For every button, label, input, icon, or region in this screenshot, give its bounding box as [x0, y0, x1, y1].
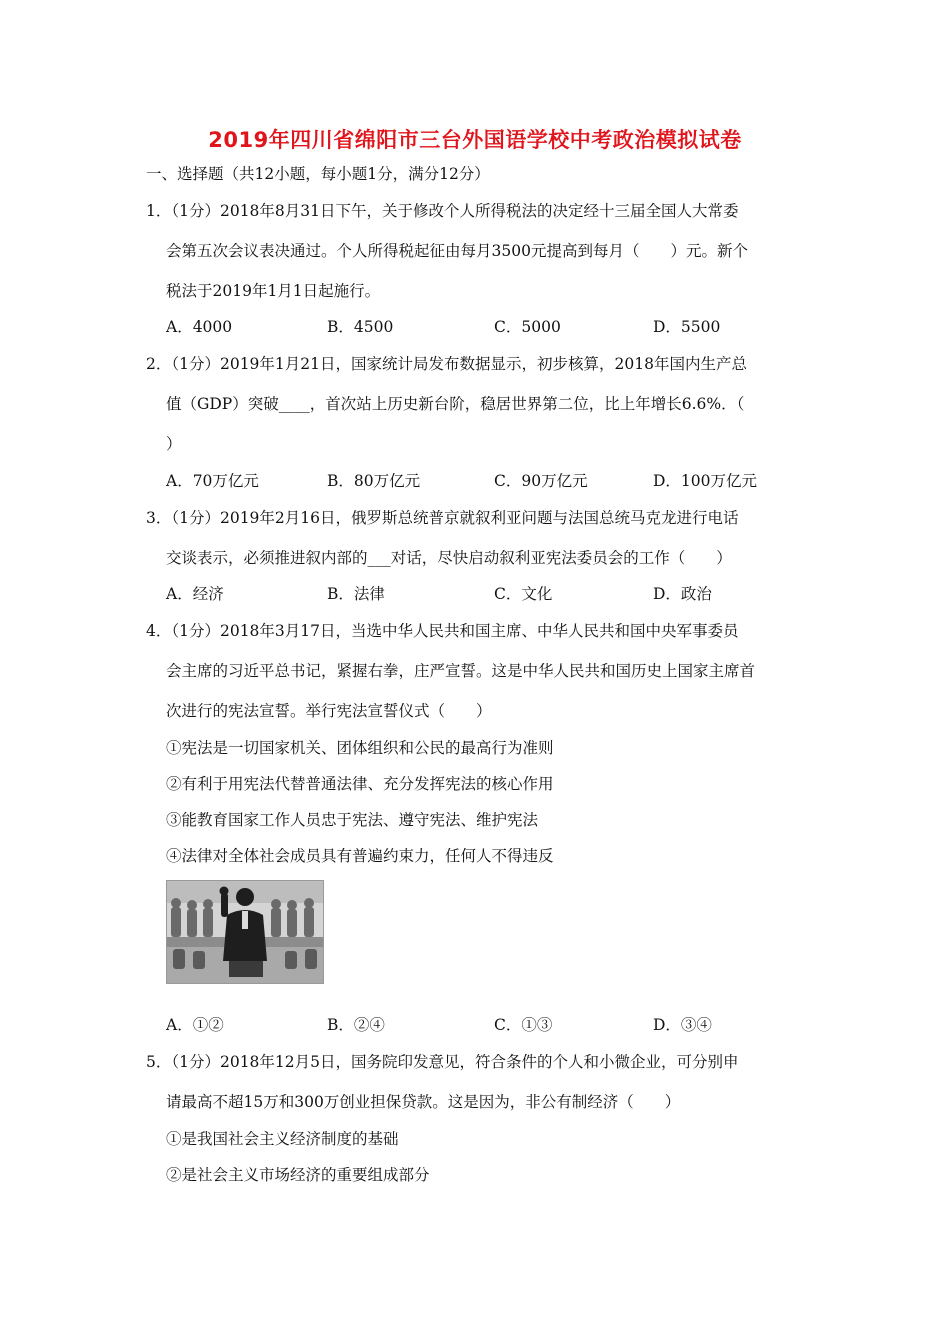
option-d: D．5500 — [653, 318, 721, 336]
option-a: A．经济 — [166, 585, 224, 603]
statement-3: ③能教育国家工作人员忠于宪法、遵守宪法、维护宪法 — [166, 811, 539, 829]
statement-2: ②是社会主义市场经济的重要组成部分 — [166, 1166, 430, 1184]
question-3-line-1: 3．（1分）2019年2月16日，俄罗斯总统普京就叙利亚问题与法国总统马克龙进行电话 — [146, 509, 739, 527]
question-4-line-1: 4．（1分）2018年3月17日，当选中华人民共和国主席、中华人民共和国中央军事委员 — [146, 622, 739, 640]
option-a: A．70万亿元 — [166, 472, 259, 490]
option-b: B．4500 — [327, 318, 394, 336]
question-1-line-1: 1．（1分）2018年8月31日下午，关于修改个人所得税法的决定经十三届全国人大常委 — [146, 202, 739, 220]
question-3-line-2: 交谈表示，必须推进叙内部的___对话，尽快启动叙利亚宪法委员会的工作（ ） — [166, 549, 732, 567]
statement-4: ④法律对全体社会成员具有普遍约束力，任何人不得违反 — [166, 847, 554, 865]
question-1-line-3: 税法于2019年1月1日起施行。 — [166, 282, 381, 300]
question-2-line-2: 值（GDP）突破____，首次站上历史新台阶，稳居世界第二位，比上年增长6.6%．（ — [166, 395, 745, 413]
option-b: B．法律 — [327, 585, 385, 603]
document-title: 2019年四川省绵阳市三台外国语学校中考政治模拟试卷 — [208, 128, 742, 152]
option-c: C．文化 — [494, 585, 553, 603]
option-c: C．①③ — [494, 1016, 553, 1034]
option-b: B．80万亿元 — [327, 472, 421, 490]
statement-2: ②有利于用宪法代替普通法律、充分发挥宪法的核心作用 — [166, 775, 554, 793]
question-2-line-1: 2．（1分）2019年1月21日，国家统计局发布数据显示，初步核算，2018年国内生产总 — [146, 355, 747, 373]
option-c: C．90万亿元 — [494, 472, 588, 490]
section-heading: 一、选择题（共12小题，每小题1分，满分12分） — [146, 165, 490, 183]
option-d: D．政治 — [653, 585, 712, 603]
question-5-line-1: 5．（1分）2018年12月5日，国务院印发意见，符合条件的个人和小微企业，可分别申 — [146, 1053, 739, 1071]
option-d: D．100万亿元 — [653, 472, 758, 490]
question-4-line-3: 次进行的宪法宣誓。举行宪法宣誓仪式（ ） — [166, 702, 492, 720]
question-2-line-3: ） — [166, 435, 182, 453]
option-d: D．③④ — [653, 1016, 712, 1034]
option-b: B．②④ — [327, 1016, 385, 1034]
option-c: C．5000 — [494, 318, 561, 336]
option-a: A．4000 — [166, 318, 233, 336]
oath-ceremony-photo — [166, 880, 324, 984]
option-a: A．①② — [166, 1016, 224, 1034]
question-4-line-2: 会主席的习近平总书记，紧握右拳，庄严宣誓。这是中华人民共和国历史上国家主席首 — [166, 662, 756, 680]
statement-1: ①宪法是一切国家机关、团体组织和公民的最高行为准则 — [166, 739, 554, 757]
question-1-line-2: 会第五次会议表决通过。个人所得税起征由每月3500元提高到每月（ ）元。新个 — [166, 242, 748, 260]
question-5-line-2: 请最高不超15万和300万创业担保贷款。这是因为，非公有制经济（ ） — [166, 1093, 681, 1111]
statement-1: ①是我国社会主义经济制度的基础 — [166, 1130, 399, 1148]
